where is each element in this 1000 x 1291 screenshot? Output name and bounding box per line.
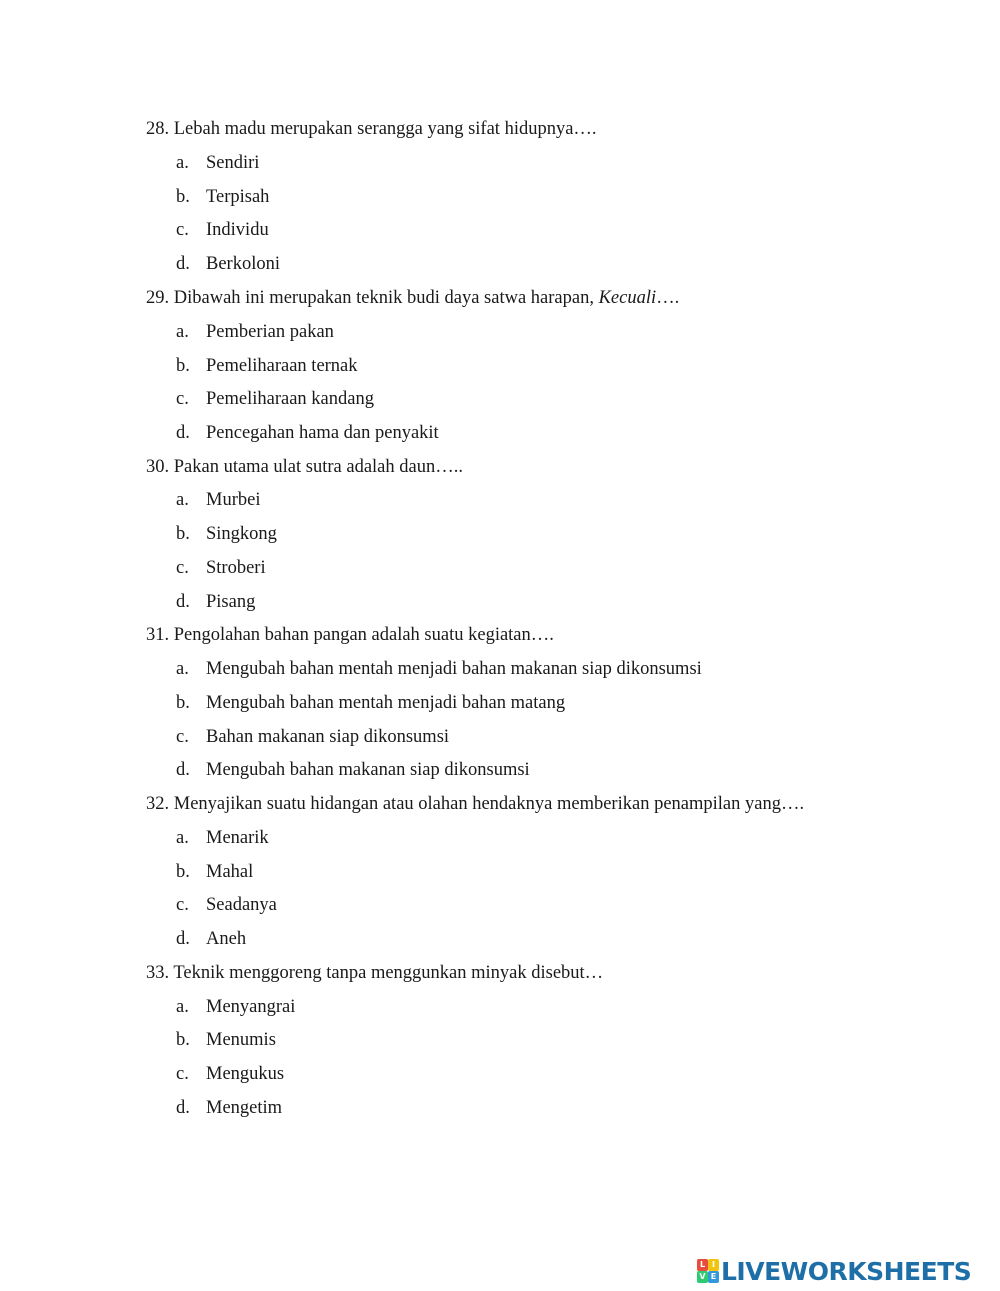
option-text: Stroberi	[206, 558, 266, 578]
question-text: Dibawah ini merupakan teknik budi daya satwa harapan,	[173, 288, 599, 308]
option-text: Pemberian pakan	[206, 322, 334, 342]
option-letter: c.	[176, 558, 189, 578]
option-letter: c.	[176, 727, 189, 747]
question-number: 28.	[146, 119, 170, 139]
option-text: Singkong	[206, 524, 277, 544]
option-letter: a.	[176, 322, 189, 342]
option-text: Menyangrai	[206, 997, 296, 1017]
option-letter: d.	[176, 929, 190, 949]
question-29	[146, 287, 679, 309]
option-letter: d.	[176, 592, 190, 612]
option-letter: c.	[176, 389, 189, 409]
question-32	[146, 793, 804, 815]
option-text: Mahal	[206, 862, 254, 882]
option-letter: b.	[176, 693, 190, 713]
question-text: Teknik menggoreng tanpa menggunkan minyak disebut…	[173, 963, 604, 983]
option-letter: c.	[176, 220, 189, 240]
option-text: Mengubah bahan makanan siap dikonsumsi	[206, 760, 530, 780]
option-text: Murbei	[206, 490, 261, 510]
liveworksheets-logo[interactable]	[697, 1257, 971, 1285]
option-text: Terpisah	[206, 187, 270, 207]
option-text: Menumis	[206, 1030, 276, 1050]
option-text: Pisang	[206, 592, 256, 612]
option-text: Mengukus	[206, 1064, 285, 1084]
option-text: Pemeliharaan kandang	[206, 389, 374, 409]
question-text: Pengolahan bahan pangan adalah suatu kegiatan….	[173, 625, 554, 645]
question-text: Lebah madu merupakan serangga yang sifat hidupnya….	[173, 119, 597, 139]
option-text: Pencegahan hama dan penyakit	[206, 423, 439, 443]
brand-name: LIVEWORKSHEETS	[721, 1256, 972, 1286]
option-letter: b.	[176, 1030, 190, 1050]
option-letter: a.	[176, 153, 189, 173]
option-letter: d.	[176, 254, 190, 274]
option-text: Sendiri	[206, 153, 260, 173]
option-letter: d.	[176, 1098, 190, 1118]
question-text-italic: Kecuali	[598, 288, 657, 308]
icon-tile-e: E	[708, 1271, 719, 1283]
question-33	[146, 962, 603, 984]
icon-tile-i: I	[708, 1259, 719, 1271]
liveworksheets-icon	[697, 1259, 719, 1283]
icon-tile-v: V	[697, 1271, 708, 1283]
icon-tile-l: L	[697, 1259, 708, 1271]
option-text: Seadanya	[206, 895, 277, 915]
option-letter: b.	[176, 862, 190, 882]
question-text: Menyajikan suatu hidangan atau olahan hendaknya memberikan penampilan yang….	[173, 794, 805, 814]
option-letter: b.	[176, 187, 190, 207]
question-number: 32.	[146, 794, 170, 814]
option-text: Menarik	[206, 828, 269, 848]
option-letter: b.	[176, 524, 190, 544]
option-letter: d.	[176, 760, 190, 780]
question-text: Pakan utama ulat sutra adalah daun…..	[173, 457, 463, 477]
option-letter: c.	[176, 895, 189, 915]
question-number: 29.	[146, 288, 170, 308]
option-letter: a.	[176, 659, 189, 679]
option-letter: c.	[176, 1064, 189, 1084]
question-text-suffix: ….	[656, 288, 680, 308]
option-text: Individu	[206, 220, 269, 240]
question-number: 30.	[146, 457, 170, 477]
option-letter: b.	[176, 356, 190, 376]
question-28	[146, 118, 597, 140]
option-text: Bahan makanan siap dikonsumsi	[206, 727, 450, 747]
question-31	[146, 624, 554, 646]
question-number: 31.	[146, 625, 170, 645]
option-letter: a.	[176, 828, 189, 848]
option-text: Aneh	[206, 929, 247, 949]
option-text: Mengetim	[206, 1098, 283, 1118]
option-text: Mengubah bahan mentah menjadi bahan matang	[206, 693, 566, 713]
option-text: Pemeliharaan ternak	[206, 356, 358, 376]
option-letter: a.	[176, 490, 189, 510]
option-text: Mengubah bahan mentah menjadi bahan makanan siap dikonsumsi	[206, 659, 702, 679]
question-number: 33.	[146, 963, 170, 983]
question-30	[146, 456, 463, 478]
option-text: Berkoloni	[206, 254, 280, 274]
option-letter: a.	[176, 997, 189, 1017]
option-letter: d.	[176, 423, 190, 443]
